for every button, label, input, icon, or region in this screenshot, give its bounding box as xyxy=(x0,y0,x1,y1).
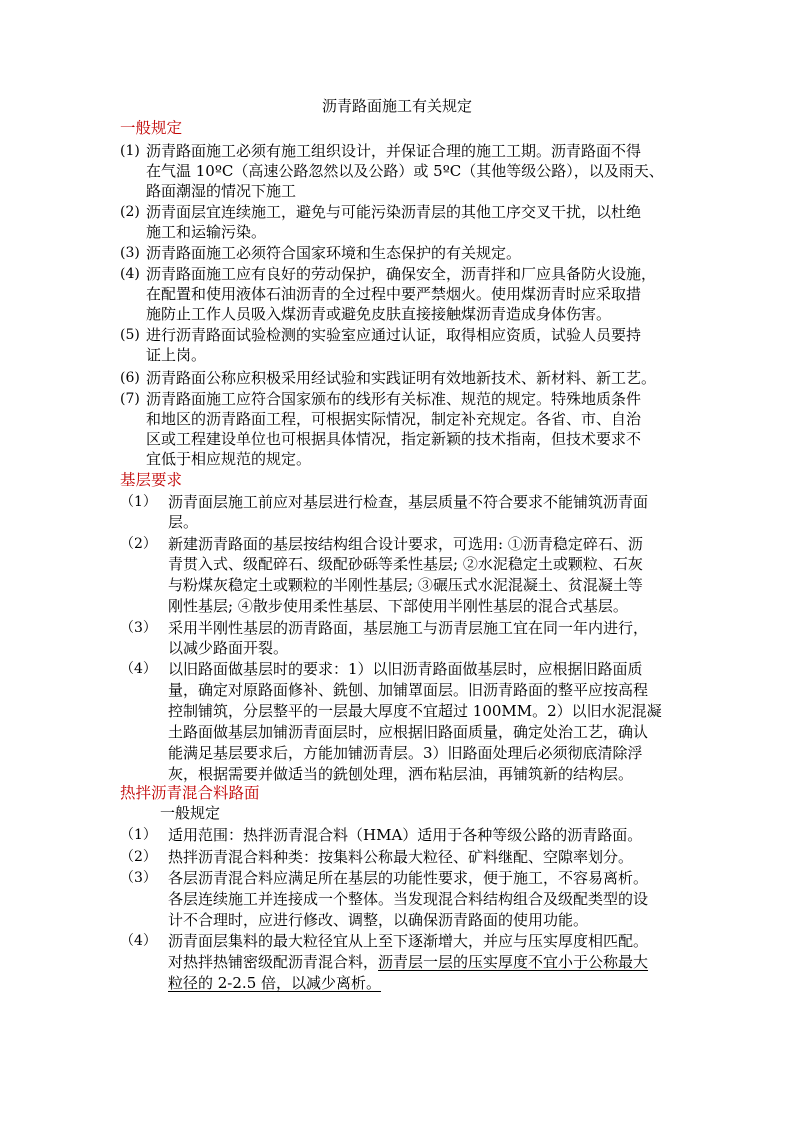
item-line: 热拌沥青混合料种类：按集料公称最大粒径、矿料继配、空隙率划分。 xyxy=(168,848,634,866)
item-line: 施防止工作人员吸入煤沥青或避免皮肤直接接触煤沥青造成身体伤害。 xyxy=(146,305,612,323)
item-line: 沥青路面施工应符合国家颁布的线形有关标准、规范的规定。特殊地质条件 xyxy=(146,390,642,408)
item-number: (7) xyxy=(120,391,140,407)
item-line: 沥青路面施工必须有施工组织设计，并保证合理的施工工期。沥青路面不得 xyxy=(146,142,642,160)
item-line: 各层连续施工并连接成一个整体。当发现混合料结构组合及级配类型的设 xyxy=(168,890,649,908)
item-number: (1) xyxy=(120,143,140,159)
item-line: 沥青面层集料的最大粒径宜从上至下逐渐增大，并应与压实厚度相匹配。 xyxy=(168,932,649,950)
item-number: （3） xyxy=(120,620,157,636)
item-line: 以旧路面做基层时的要求：1）以旧沥青路面做基层时，应根据旧路面质 xyxy=(168,660,643,678)
item-line-text: 对热拌热铺密级配沥青混合料， xyxy=(168,953,379,971)
item-line: 进行沥青路面试验检测的实验室应通过认证，取得相应资质，试验人员要持 xyxy=(146,326,642,344)
item-line: 宜低于相应规范的规定。 xyxy=(146,450,312,468)
item-number: （3） xyxy=(120,870,157,886)
item-number: （2） xyxy=(120,536,157,552)
item-line: 青贯入式、级配碎石、级配砂砾等柔性基层; ②水泥稳定土或颗粒、石灰 xyxy=(168,555,643,573)
item-line: 证上岗。 xyxy=(146,346,207,364)
section-heading-hot-mix: 热拌沥青混合料路面 xyxy=(120,784,260,802)
item-line: 新建沥青路面的基层按结构组合设计要求，可选用: ①沥青稳定碎石、沥 xyxy=(168,535,643,553)
item-line xyxy=(168,952,648,972)
item-number: （4） xyxy=(120,661,157,677)
item-line: 沥青面层施工前应对基层进行检查，基层质量不符合要求不能铺筑沥青面 xyxy=(168,493,649,511)
item-line: 区或工程建设单位也可根据具体情况，指定新颖的技术指南，但技术要求不 xyxy=(146,430,642,448)
item-line: 与粉煤灰稳定土或颗粒的半刚性基层; ③碾压式水泥混凝土、贫混凝土等 xyxy=(168,576,643,594)
item-line: 灰，根据需要并做适当的銑刨处理，洒布粘层油，再铺筑新的结构层。 xyxy=(168,765,634,783)
item-line: 和地区的沥青路面工程，可根据实际情况，制定补充规定。各省、市、自治 xyxy=(146,410,642,428)
item-line: 计不合理时，应进行修改、调整，以确保沥青路面的使用功能。 xyxy=(168,911,589,929)
item-line: 采用半刚性基层的沥青路面，基层施工与沥青层施工宜在同一年内进行， xyxy=(168,619,649,637)
item-line: 沥青路面施工应有良好的劳动保护，确保安全，沥青拌和厂应具备防火设施， xyxy=(146,265,657,283)
item-line: 沥青路面施工必须符合国家环境和生态保护的有关规定。 xyxy=(146,244,522,262)
item-line: 以减少路面开裂。 xyxy=(168,639,289,657)
item-line: 在气温 10ºC（高速公路忽然以及公路）或 5ºC（其他等级公路），以及雨天、 xyxy=(146,162,664,180)
item-line: 施工和运输污染。 xyxy=(146,223,267,241)
item-number: （2） xyxy=(120,849,157,865)
item-line: 沥青面层宜连续施工，避免与可能污染沥青层的其他工序交叉干扰，以杜绝 xyxy=(146,203,642,221)
item-number: (3) xyxy=(120,245,140,261)
item-number: (4) xyxy=(120,266,140,282)
item-line: 量，确定对原路面修补、銑刨、加铺罩面层。旧沥青路面的整平应按高程 xyxy=(168,681,649,699)
underlined-text: 沥青层一层的压实厚度不宜小于公称最大 xyxy=(378,953,649,971)
document-title: 沥青路面施工有关规定 xyxy=(321,97,472,115)
item-line: 能满足基层要求后，方能加铺沥青层。3）旧路面处理后必须彻底清除浮 xyxy=(168,744,643,762)
item-line: 层。 xyxy=(168,513,199,531)
section-heading-base-layer: 基层要求 xyxy=(120,471,183,489)
item-line: 路面潮湿的情况下施工 xyxy=(146,182,297,200)
item-number: (2) xyxy=(120,204,140,220)
item-number: （1） xyxy=(120,827,157,843)
item-line: 各层沥青混合料应满足所在基层的功能性要求，便于施工，不容易离析。 xyxy=(168,869,649,887)
item-line: 控制铺筑，分层整平的一层最大厚度不宜超过 100MM。2）以旧水泥混凝 xyxy=(168,702,662,720)
item-number: （1） xyxy=(120,494,157,510)
item-line: 在配置和使用液体石油沥青的全过程中要严禁烟火。使用煤沥青时应采取措 xyxy=(146,285,642,303)
item-line: 刚性基层; ④散步使用柔性基层、下部使用半刚性基层的混合式基层。 xyxy=(168,597,628,615)
item-number: (6) xyxy=(120,370,140,386)
item-line: 土路面做基层加铺沥青面层时，应根据旧路面质量，确定处治工艺，确认 xyxy=(168,723,649,741)
underlined-text: 粒径的 2-2.5 倍，以减少离析。 xyxy=(168,974,382,992)
item-number: （4） xyxy=(120,933,157,949)
item-number: (5) xyxy=(120,327,140,343)
section-heading-general: 一般规定 xyxy=(120,119,183,137)
item-line: 沥青路面公称应积极采用经试验和实践证明有效地新技术、新材料、新工艺。 xyxy=(146,369,657,387)
item-line: 适用范围：热拌沥青混合料（HMA）适用于各种等级公路的沥青路面。 xyxy=(168,826,643,844)
subsection-heading: 一般规定 xyxy=(160,804,221,822)
